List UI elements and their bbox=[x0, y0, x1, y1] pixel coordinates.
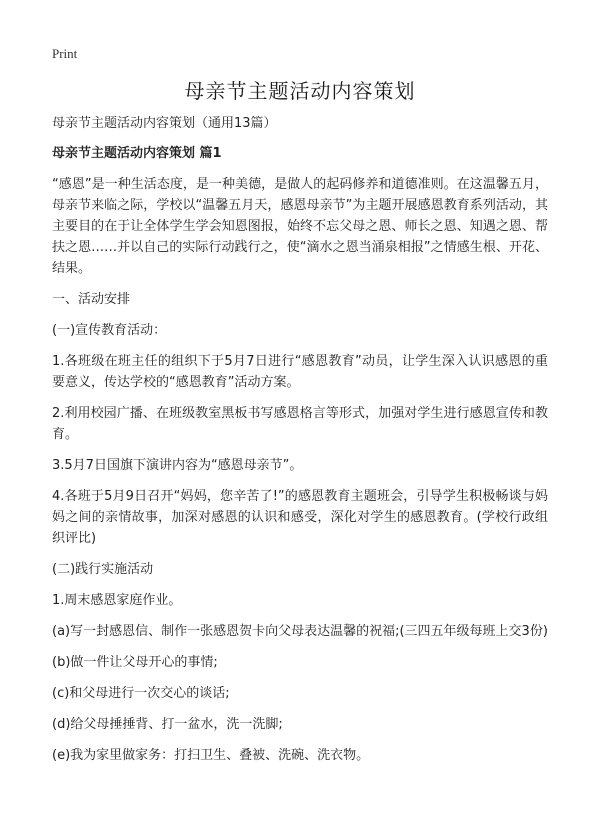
section-title: 母亲节主题活动内容策划 篇1 bbox=[52, 146, 222, 161]
paragraph-item-2: 2.利用校园广播、在班级教室黑板书写感恩格言等形式，加强对学生进行感恩宣传和教育。 bbox=[52, 406, 548, 442]
paragraph-task-b: (b)做一件让父母开心的事情; bbox=[52, 655, 218, 670]
document-subtitle: 母亲节主题活动内容策划（通用13篇） bbox=[52, 116, 277, 131]
paragraph-heading-activity-arrangement: 一、活动安排 bbox=[52, 292, 131, 307]
paragraph-intro: “感恩”是一种生活态度，是一种美德，是做人的起码修养和道德准则。在这温馨五月，母亲节来临之际，学校以“温馨五月天，感恩母亲节”为主题开展感恩教育系列活动，其主要目的在于让全体学生学会知恩图报，始终不忘父母之恩、师长之恩、知遇之恩、帮扶之恩……并以自己的实际行动践行之，使“滴水之恩当涌泉相报”之情感生根、开花、结果。 bbox=[52, 177, 548, 276]
paragraph-task-d: (d)给父母捶捶背、打一盆水，洗一洗脚; bbox=[52, 717, 283, 732]
document-body bbox=[52, 174, 548, 766]
paragraph-task-c: (c)和父母进行一次交心的谈话; bbox=[52, 686, 230, 701]
paragraph-subheading-promotion: (一)宣传教育活动： bbox=[52, 323, 167, 338]
print-label: Print bbox=[52, 46, 78, 61]
paragraph-task-a: (a)写一封感恩信、制作一张感恩贺卡向父母表达温馨的祝福;(三四五年级每班上交3份) bbox=[52, 624, 548, 639]
paragraph-item-1: 1.各班级在班主任的组织下于5月7日进行“感恩教育”动员，让学生深入认识感恩的重要意义，传达学校的“感恩教育”活动方案。 bbox=[52, 354, 548, 390]
paragraph-task-e: (e)我为家里做家务：打扫卫生、叠被、洗碗、洗衣物。 bbox=[52, 748, 370, 763]
paragraph-subheading-practice: (二)践行实施活动 bbox=[52, 562, 154, 577]
document-title: 母亲节主题活动内容策划 bbox=[184, 79, 416, 103]
paragraph-homework: 1.周末感恩家庭作业。 bbox=[52, 593, 182, 608]
paragraph-item-4: 4.各班于5月9日召开“妈妈，您辛苦了!”的感恩教育主题班会，引导学生积极畅谈与妈妈之间的亲情故事，加深对感恩的认识和感受，深化对学生的感恩教育。(学校行政组织评比) bbox=[52, 489, 548, 546]
paragraph-item-3: 3.5月7日国旗下演讲内容为“感恩母亲节”。 bbox=[52, 458, 303, 473]
